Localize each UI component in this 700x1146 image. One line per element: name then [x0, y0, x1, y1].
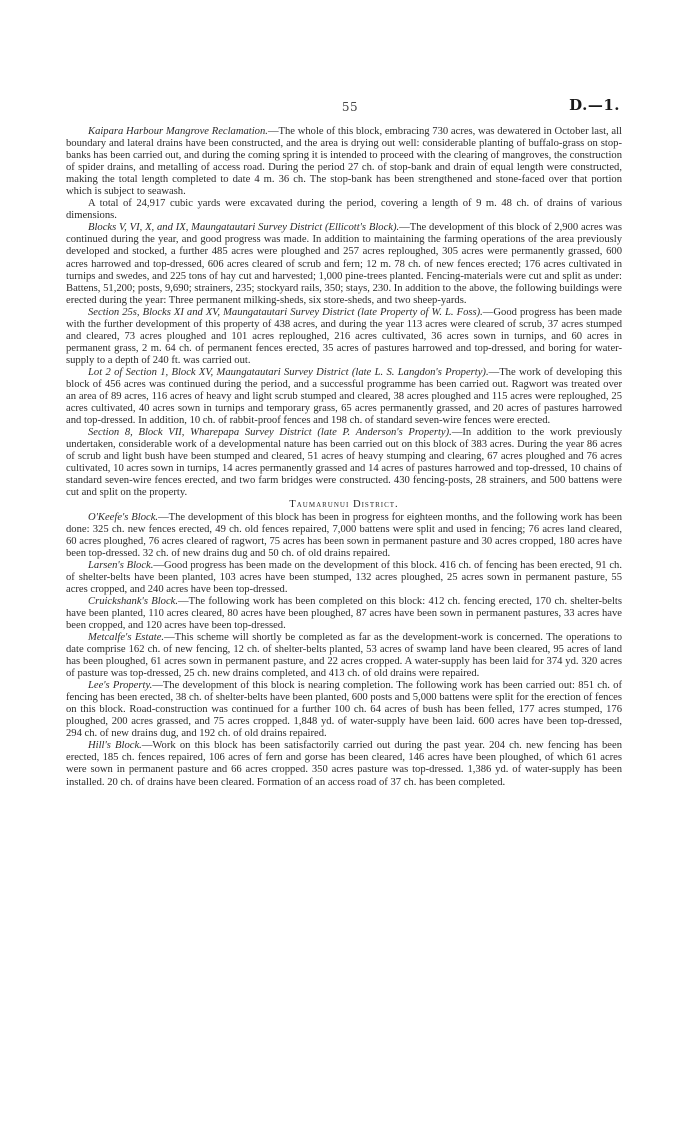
paragraph-title: Section 25s, Blocks XI and XV, Maungatautari Survey District (late Property of W. L. Foss). — [88, 306, 483, 318]
paragraph-text: —This scheme will shortly be completed as far as the development-work is concerned. The operations to date comprise 162 ch. of new fencing, 12 ch. of shelter-belts planted, 53 acres of swamp land have been cleared, 95 acres of land has been ploughed, 61 acres sown in permanent pasture, and 22 acres cropped. A water-supply has been laid for 374 yd. 320 acres of pasture was top-dressed, 25 ch. new drains completed, and 413 ch. of old drains were repaired. — [66, 631, 622, 680]
paragraph-text: —Good progress has been made on the development of this block. 416 ch. of fencing has been erected, 91 ch. of shelter-belts have been planted, 103 acres have been stumped, 132 acres ploughed, 25 acres sown in permanent pasture, 55 acres cropped, and 240 acres have been top-dressed. — [66, 559, 622, 595]
paragraph — [66, 680, 622, 740]
paragraph — [66, 367, 622, 427]
section-heading: Taumarunui District. — [289, 499, 399, 511]
paragraph — [66, 560, 622, 596]
paragraph-text: —Work on this block has been satisfactorily carried out during the past year. 204 ch. new fencing has been erected, 185 ch. fences repaired, 106 acres of fern and gorse has been cleared, 146 acres have been ploughed, of which 61 acres were sown in permanent pasture and 66 acres cropped. 350 acres pasture was top-dressed. 1,386 yd. of water-supply has been installed. 20 ch. of drains have been cleared. Formation of an access road of 37 ch. has been completed. — [66, 740, 623, 788]
paragraph — [66, 198, 622, 222]
paragraph-title: Metcalfe's Estate. — [88, 631, 165, 643]
paragraph — [66, 222, 622, 306]
paragraph-title: O'Keefe's Block. — [88, 511, 159, 523]
paragraph-text: —The development of this block of 2,900 acres was continued during the year, and good progress was made. In addition to maintaining the farming operations of the area previously developed and stocked, a further 485 acres were ploughed and 257 acres reploughed, 305 acres were permanently grassed, 600 acres harrowed and top-dressed, 606 acres cleared of scrub and fern; 12 m. 78 ch. of new fences erected; 176 acres cultivated in turnips and swedes, and 225 tons of hay cut and harvested; 1,000 pine-trees planted. Fencing-materials were cut and split as under: Battens, 51,200; posts, 9,690; strainers, 235; stockyard rails, 350; stays, 230. In addition to the above, the following buildings were erected during the year: Three permanent milking-sheds, six store-sheds, and two sheep-yards. — [66, 222, 622, 306]
paragraph-title: Blocks V, VI, X, and IX, Maungatautari Survey District (Ellicott's Block). — [88, 222, 400, 234]
paragraph-text: —In addition to the work previously undertaken, considerable work of a developmental nature has been carried out on this block of 383 acres. During the year 86 acres of scrub and light bush have been stumped and cleared, 51 acres of heavy stumping and clearing, 67 acres ploughed and 76 acres cultivated, 10 acres sown in turnips, 14 acres permanently grassed and 14 acres of pastures harrowed and top-dressed, 10 chains of standard seven-wire fences erected, and two farm bridges were constructed. 430 fencing-posts, 28 strainers, and 500 battens were cut and split on the property. — [66, 427, 623, 499]
paragraph-text: A total of 24,917 cubic yards were excavated during the period, covering a length of 9 m. 48 ch. of drains of various dimensions. — [66, 198, 622, 222]
paragraph — [66, 596, 622, 632]
paragraph-title: Kaipara Harbour Mangrove Reclamation. — [88, 126, 268, 137]
paragraph-text: —The development of this block has been in progress for eighteen months, and the following work has been done: 325 ch. new fences erected, 49 ch. old fences repaired, 7,000 battens were split and used in fencing; 76 acres land cleared, 60 acres ploughed, 76 acres cleared of ragwort, 75 acres has been sown in permanent pasture and 30 acres cropped, 180 acres have been top-dressed. 32 ch. of new drains dug and 50 ch. of old drains repaired. — [66, 511, 622, 559]
document-body — [66, 126, 622, 789]
paragraph-title: Larsen's Block. — [88, 559, 154, 571]
paragraph-text: —The work of developing this block of 456 acres was continued during the period, and a successful programme has been carried out. Ragwort was treated over an area of 89 acres, 116 acres of heavy and light scrub stumped and cleared, 38 acres ploughed and 115 acres were reploughed, 25 acres cultivated, 40 acres sown in turnips and temporary grass, 65 acres permanently grassed, and 20 acres of pastures harrowed and top-dressed. In addition, 10 ch. of rabbit-proof fences and 198 ch. of standard seven-wire fences were erected. — [66, 366, 622, 427]
paragraph-group-taumarunui — [66, 512, 622, 789]
page-number: 55 — [341, 100, 359, 114]
paragraph — [66, 307, 622, 367]
paragraph-title: Cruickshank's Block. — [88, 595, 179, 607]
paragraph-title: Lot 2 of Section 1, Block XV, Maungatautari Survey District (late L. S. Langdon's Property). — [88, 366, 489, 378]
paragraph-title: Hill's Block. — [88, 740, 142, 752]
paragraph — [66, 427, 622, 499]
paragraph — [66, 126, 622, 198]
paragraph — [66, 632, 622, 680]
paragraph-text: —Good progress has been made with the further development of this property of 438 acres, and during the year 113 acres were cleared of scrub, 37 acres stumped and cleared, 73 acres ploughed and 101 acres reploughed, 216 acres cultivated, 36 acres sown in turnips, and 60 acres in permanent grass, 2 m. 64 ch. of permanent fences erected, 35 acres of pastures harrowed and top-dressed, and boring for water-supply to a depth of 240 ft. was carried out. — [66, 306, 623, 366]
paragraph-title: Section 8, Block VII, Wharepapa Survey District (late P. Anderson's Property). — [88, 427, 452, 439]
paragraph-text: —The development of this block is nearing completion. The following work has been carried out: 851 ch. of fencing has been erected, 38 ch. of shelter-belts have been planted, 600 posts and 5,000 battens were split for the erection of fences on this block. Road-construction was continued for a further 100 ch. 64 acres of bush has been felled, 177 acres stumped, 176 ploughed, 200 acres grassed, and 75 acres cropped. 1,848 yd. of water-supply have been laid. 600 acres have been top-dressed, 294 ch. of new drains dug, and 192 ch. of old drains repaired. — [66, 680, 622, 740]
paragraph-title: Lee's Property. — [88, 680, 153, 692]
paragraph — [66, 740, 622, 788]
paragraph — [66, 512, 622, 560]
paragraph-group-reclamation-and-blocks — [66, 126, 622, 499]
paragraph-text: —The following work has been completed on this block: 412 ch. fencing erected, 170 ch. shelter-belts have been planted, 110 acres cleared, 80 acres have been ploughed, 87 acres have been sown in permanent pastures, 33 acres have been cropped, and 120 acres have been top-dressed. — [66, 595, 622, 631]
document-code: D.—1. — [569, 96, 620, 114]
paragraph-text: —The whole of this block, embracing 730 acres, was dewatered in October last, all boundary and lateral drains have been constructed, and the area is drying out well: considerable planting of buffalo-grass on stop-banks has been carried out, and during the coming spring it is intended to proceed with the clearing of mangroves, the construction of spider drains, and metalling of access road. During the period 27 ch. of stop-bank and drain of equal length were constructed, making the total length completed to date 4 m. 36 ch. The stop-bank has been strengthened and stone-faced over that portion which is subject to seawash. — [66, 126, 622, 198]
